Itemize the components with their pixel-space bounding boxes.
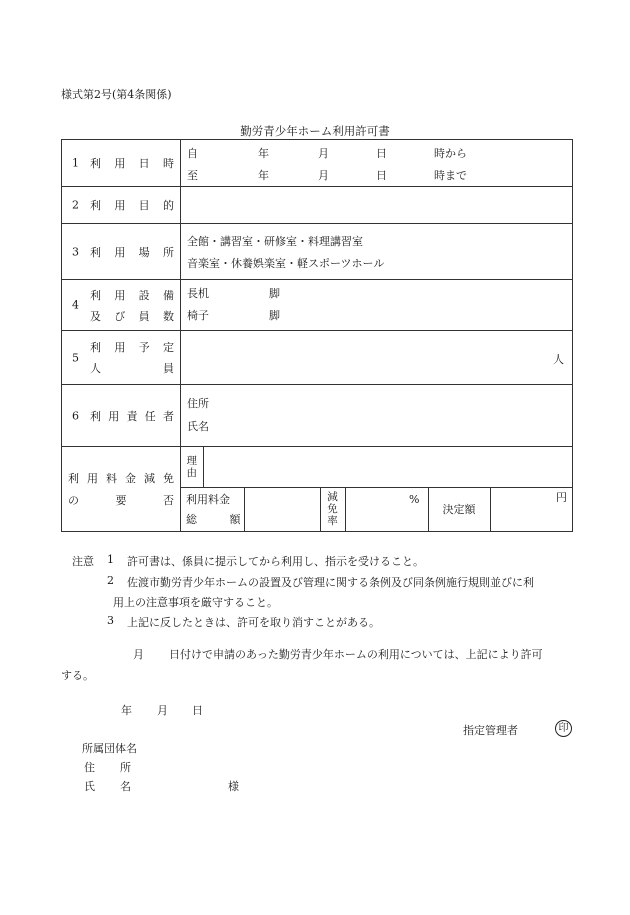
- place-options-line2: 音楽室・休養娯楽室・軽スポーツホール: [187, 257, 385, 270]
- label-char: 用: [114, 199, 126, 212]
- recipient-address-char-a: 住: [84, 761, 95, 774]
- label-char: 総: [186, 513, 197, 527]
- label-char: 設: [138, 288, 150, 302]
- seal-icon: [555, 720, 572, 737]
- label-char: 任: [144, 409, 156, 423]
- reason-field[interactable]: [203, 447, 573, 487]
- label-char: 数: [162, 309, 174, 323]
- reason-label: [181, 447, 203, 487]
- yen-sign: 円: [556, 490, 568, 504]
- people-unit: 人: [553, 353, 564, 366]
- field-responsible[interactable]: [181, 385, 573, 447]
- row-number: 1: [72, 156, 79, 170]
- label-char: 時: [162, 157, 174, 170]
- label-char: 率: [327, 515, 338, 528]
- to-day: 日: [376, 169, 387, 182]
- label-char: 員: [138, 309, 150, 323]
- row-datetime: [62, 140, 573, 187]
- place-options-line1: 全館・講習室・研修室・料理講習室: [187, 235, 363, 248]
- label-char: 用: [87, 472, 98, 485]
- label-char: 減: [144, 472, 155, 485]
- responsible-address-label: 住所: [187, 397, 209, 410]
- label-char: の: [68, 494, 79, 507]
- label-char: 所: [162, 245, 174, 259]
- label-char: 利: [90, 199, 101, 212]
- issue-date-month: 月: [157, 704, 168, 717]
- label-char: 利: [68, 472, 79, 485]
- label-char: 要: [115, 494, 127, 507]
- label-responsible: [62, 385, 181, 447]
- row-number: 3: [72, 245, 79, 258]
- label-char: 利: [90, 157, 101, 170]
- label-equipment: [62, 280, 181, 331]
- label-char: 予: [138, 341, 150, 354]
- statement-month: 月: [133, 648, 144, 661]
- row-number: 5: [72, 351, 79, 364]
- label-char: 日: [138, 157, 150, 170]
- notes-heading: 注意: [72, 555, 94, 568]
- label-char: 用: [114, 245, 126, 259]
- label-char: 用: [114, 157, 126, 170]
- label-char: 目: [138, 199, 150, 212]
- label-char: 理: [186, 454, 197, 467]
- to-prefix: 至: [187, 169, 198, 182]
- field-equipment[interactable]: [181, 280, 573, 331]
- equipment-item-chair: 椅子: [187, 309, 209, 322]
- label-char: 料: [106, 472, 117, 485]
- label-char: 用: [114, 288, 126, 302]
- label-place: [62, 224, 181, 280]
- fee-total-label: [181, 487, 244, 531]
- label-char: 利: [90, 341, 101, 354]
- label-char: 金: [125, 472, 136, 485]
- decided-amount-field[interactable]: [490, 487, 573, 531]
- equipment-item-desk: 長机: [187, 287, 209, 300]
- row-number: 4: [72, 298, 79, 312]
- statement-line2: する。: [61, 669, 94, 682]
- from-month: 月: [318, 147, 329, 160]
- label-char: 備: [162, 288, 174, 302]
- recipient-name-char-b: 名: [120, 780, 131, 793]
- from-day: 日: [376, 147, 387, 160]
- field-purpose[interactable]: [181, 187, 573, 224]
- row-number: 2: [72, 198, 79, 212]
- note-2-text-line2: 用上の注意事項を厳守すること。: [113, 596, 278, 609]
- recipient-name-char-a: 氏: [84, 780, 95, 793]
- label-char: 由: [186, 466, 197, 479]
- recipient-org-label: 所属団体名: [82, 742, 137, 755]
- label-people: [62, 331, 181, 385]
- statement-line1: 日付けで申請のあった勤労青少年ホームの利用については、上記により許可: [169, 648, 543, 661]
- label-char: 否: [163, 494, 174, 507]
- label-char: び: [114, 309, 126, 323]
- row-equipment: [62, 280, 573, 331]
- to-suffix: 時まで: [434, 169, 467, 182]
- note-1-number: 1: [107, 553, 114, 566]
- fee-details-cell: [181, 447, 573, 532]
- label-datetime: [62, 140, 181, 187]
- from-suffix: 時から: [434, 147, 467, 160]
- issuer-label: 指定管理者: [463, 724, 518, 737]
- label-char: 員: [163, 362, 174, 375]
- row-responsible: [62, 385, 573, 447]
- reduction-rate-label: [320, 487, 345, 531]
- label-char: 的: [162, 199, 174, 212]
- label-char: 責: [126, 409, 138, 423]
- fee-total-field[interactable]: [244, 487, 320, 531]
- from-year: 年: [258, 147, 269, 160]
- note-1-text: 許可書は、係員に提示してから利用し、指示を受けること。: [127, 555, 424, 568]
- row-people: [62, 331, 573, 385]
- permit-form-table: [61, 139, 573, 532]
- equipment-unit-desk: 脚: [269, 287, 280, 300]
- label-char: 利: [90, 288, 101, 302]
- label-purpose: [62, 187, 181, 224]
- note-3-text: 上記に反したときは、許可を取り消すことがある。: [127, 616, 380, 629]
- label-char: 人: [90, 362, 101, 375]
- label-char: 利: [90, 409, 101, 423]
- to-year: 年: [258, 169, 269, 182]
- issue-date-day: 日: [192, 704, 203, 717]
- decided-amount-label: 決定額: [428, 487, 490, 531]
- label-char: 利: [90, 245, 101, 259]
- label-char: 場: [138, 245, 150, 259]
- field-people[interactable]: [181, 331, 573, 385]
- equipment-unit-chair: 脚: [269, 309, 280, 322]
- row-fee: [62, 447, 573, 532]
- recipient-honorific: 様: [228, 780, 239, 793]
- label-char: 用: [108, 409, 120, 423]
- label-fee: [62, 447, 181, 532]
- label-char: 額: [229, 513, 241, 527]
- recipient-address-char-b: 所: [120, 761, 131, 774]
- note-2-text-line1: 佐渡市勤労青少年ホームの設置及び管理に関する条例及び同条例施行規則並びに利: [127, 576, 534, 589]
- document-title: 勤労青少年ホーム利用許可書: [240, 124, 390, 138]
- issue-date-year: 年: [121, 704, 132, 717]
- responsible-name-label: 氏名: [187, 420, 209, 433]
- seal-mark: 印: [555, 720, 572, 737]
- label-char: 用: [114, 341, 126, 354]
- label-char: 免: [163, 472, 174, 485]
- label-char: 定: [162, 341, 174, 354]
- row-place: [62, 224, 573, 280]
- reduction-rate-field[interactable]: [345, 487, 428, 531]
- label-char: 減: [327, 491, 338, 504]
- label-char: 者: [163, 409, 174, 423]
- fee-subtable: [181, 447, 573, 531]
- row-number: 6: [72, 409, 79, 422]
- row-purpose: [62, 187, 573, 224]
- label-char: 及: [90, 309, 101, 323]
- note-3-number: 3: [107, 614, 114, 627]
- to-month: 月: [318, 169, 329, 182]
- label-char: 免: [327, 503, 338, 516]
- form-number: 様式第2号(第4条関係): [61, 88, 172, 101]
- from-prefix: 自: [187, 147, 198, 160]
- note-2-number: 2: [107, 574, 114, 587]
- percent-sign: %: [409, 492, 420, 506]
- field-place[interactable]: [181, 224, 573, 280]
- fee-total-label-line1: 利用料金: [186, 493, 230, 507]
- field-datetime[interactable]: [181, 140, 573, 187]
